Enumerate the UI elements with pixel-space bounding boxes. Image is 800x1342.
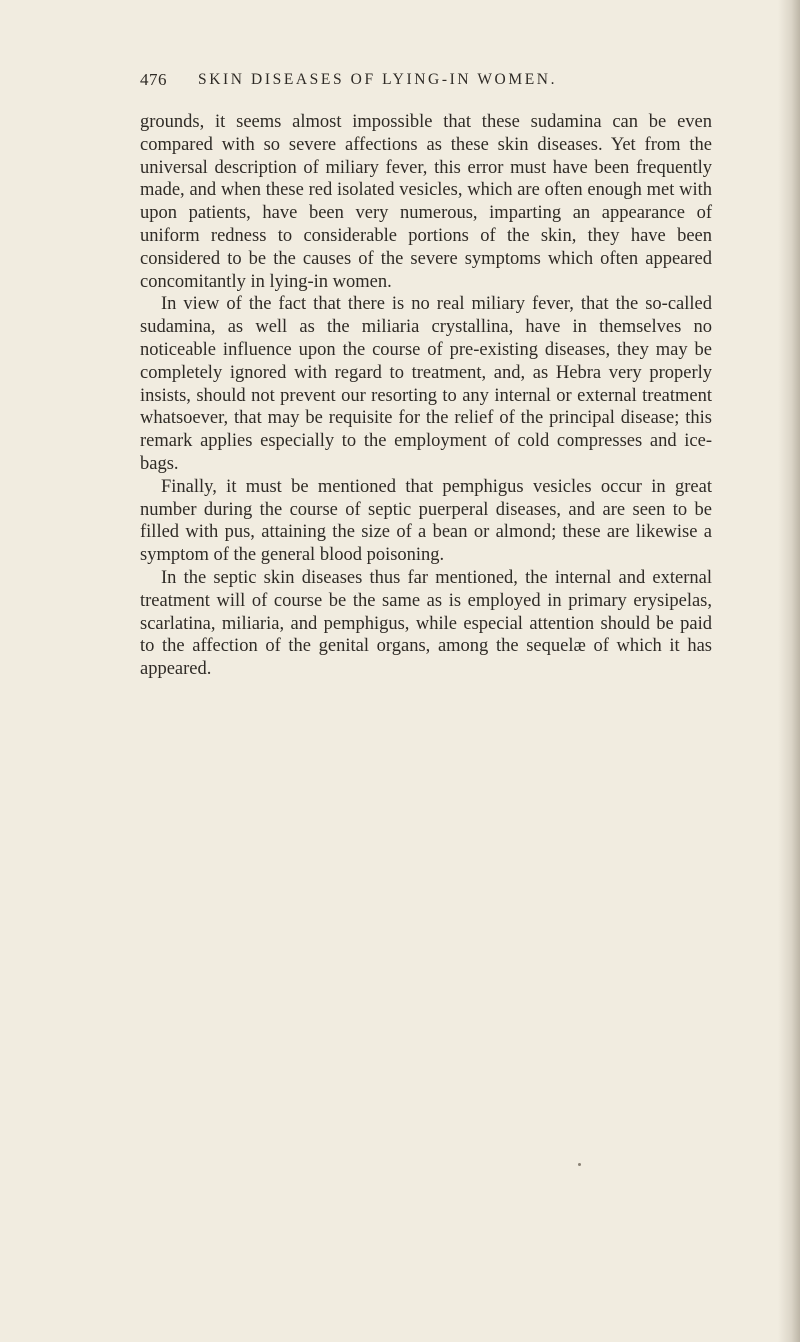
page-edge-shadow bbox=[778, 0, 800, 1342]
paper-speck bbox=[578, 1163, 581, 1166]
paragraph-3: Finally, it must be mentioned that pemphigus vesicles occur in great number during the course of septic puerperal diseases, and are seen to be filled with pus, attaining the size of a bean or almond; these are likewise a symptom of the general blood poisoning. bbox=[140, 476, 712, 566]
paragraph-1: grounds, it seems almost impossible that these sudamina can be even compared with so severe affections as these skin diseases. Yet from the universal description of miliary fever, this error must have been frequently made, and when these red isolated vesicles, which are often enough met with upon patients, have been very numerous, imparting an appearance of uniform redness to considerable portions of the skin, they have been considered to be the causes of the severe symptoms which often appeared concomitantly in lying-in women. bbox=[140, 112, 712, 292]
page-number: 476 bbox=[140, 70, 167, 89]
running-head: SKIN DISEASES OF LYING-IN WOMEN. bbox=[198, 71, 558, 88]
paragraph-2: In view of the fact that there is no real miliary fever, that the so-called sudamina, as well as the miliaria crystallina, have in themselves no noticeable influence upon the course of pre-existing diseases, they may be completely ignored with regard to treatment, and, as Hebra very properly insists, should not prevent our resorting to any internal or external treatment whatsoever, that may be requisite for the relief of the principal disease; this remark applies especially to the employment of cold compresses and ice-bags. bbox=[140, 294, 712, 474]
paragraph-4: In the septic skin diseases thus far mentioned, the internal and external treatment will of course be the same as is employed in primary erysipelas, scarlatina, miliaria, and pemphigus, while especial attention should be paid to the affection of the genital organs, among the sequelæ of which it has appeared. bbox=[140, 567, 712, 680]
body-text bbox=[140, 111, 712, 681]
page-header bbox=[140, 70, 700, 100]
